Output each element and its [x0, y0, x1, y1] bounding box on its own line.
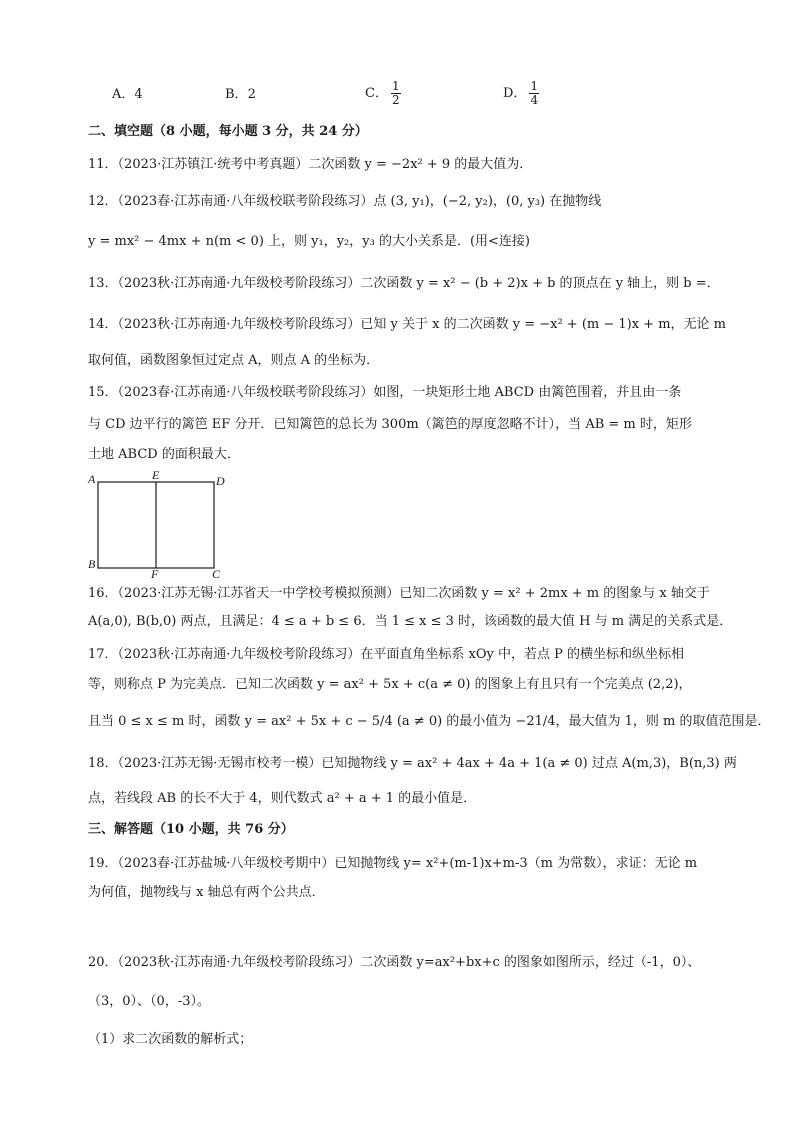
option-c-letter: C．: [365, 86, 388, 101]
option-b-letter: B．: [225, 87, 248, 102]
question-17-line-3: 且当 0 ≤ x ≤ m 时，函数 y = ax² + 5x + c − 5/4 (a ≠ 0) 的最小值为 −21/4，最大值为 1，则 m 的取值范围是．: [88, 714, 771, 729]
question-14-line-2: 取何值，函数图象恒过定点 A，则点 A 的坐标为．: [88, 353, 380, 368]
option-c: [365, 80, 401, 107]
label-a: A: [88, 472, 96, 486]
option-d-denominator: 4: [530, 93, 539, 107]
question-20-line-2: （3，0）、（0，-3）。: [88, 994, 210, 1009]
label-b: B: [88, 557, 96, 571]
label-c: C: [212, 567, 221, 578]
section-heading-fill-in: 二、填空题（8 小题，每小题 3 分，共 24 分）: [88, 124, 368, 139]
question-15-line-3: 土地 ABCD 的面积最大．: [88, 447, 240, 462]
option-d-fraction: [529, 80, 539, 107]
question-16-line-2: A(a,0), B(b,0) 两点，且满足：4 ≤ a + b ≤ 6．当 1 ≤ x ≤ 3 时，该函数的最大值 H 与 m 满足的关系式是．: [88, 614, 733, 629]
option-d-numerator: 1: [530, 79, 539, 93]
question-14-line-1: 14．（2023秋·江苏南通·九年级校考阶段练习）已知 y 关于 x 的二次函数 y = −x² + (m − 1)x + m，无论 m: [88, 317, 726, 332]
question-20-part-1: （1）求二次函数的解析式；: [88, 1032, 253, 1047]
option-a-text: 4: [134, 87, 143, 102]
question-17-line-1: 17．（2023秋·江苏南通·九年级校考阶段练习）在平面直角坐标系 xOy 中，若点 P 的横坐标和纵坐标相: [88, 647, 685, 662]
question-18-line-2: 点，若线段 AB 的长不大于 4，则代数式 a² + a + 1 的最小值是．: [88, 791, 477, 806]
option-c-denominator: 2: [391, 93, 400, 107]
question-16-line-1: 16．（2023·江苏无锡·江苏省天一中学校考模拟预测）已知二次函数 y = x² + 2mx + m 的图象与 x 轴交于: [88, 586, 710, 601]
option-a: [112, 86, 143, 104]
label-f: F: [151, 567, 159, 578]
label-e: E: [152, 470, 160, 482]
option-b-text: 2: [247, 87, 256, 102]
option-d-letter: D．: [503, 86, 527, 101]
question-15-line-2: 与 CD 边平行的篱笆 EF 分开．已知篱笆的总长为 300m（篱笆的厚度忽略不计），当 AB = m 时，矩形: [88, 417, 692, 432]
option-d: [503, 80, 539, 107]
question-12-line-2: y = mx² − 4mx + n(m < 0) 上，则 y₁，y₂，y₃ 的大小关系是．(用<连接): [88, 234, 530, 249]
question-13: 13．（2023秋·江苏南通·九年级校考阶段练习）二次函数 y = x² − (b + 2)x + b 的顶点在 y 轴上，则 b =．: [88, 276, 720, 291]
option-c-fraction: [391, 80, 401, 107]
question-12-line-1: 12．（2023春·江苏南通·八年级校联考阶段练习）点 (3, y₁)，(−2, y₂)，(0, y₃) 在抛物线: [88, 194, 602, 209]
option-b: [225, 86, 256, 104]
question-19-line-1: 19．（2023春·江苏盐城·八年级校考期中）已知抛物线 y= x²+(m-1)x+m-3（m 为常数），求证：无论 m: [88, 856, 698, 871]
question-11: 11．（2023·江苏镇江·统考中考真题）二次函数 y = −2x² + 9 的最大值为．: [88, 157, 533, 172]
question-18-line-1: 18．（2023·江苏无锡·无锡市校考一模）已知抛物线 y = ax² + 4ax + 4a + 1(a ≠ 0) 过点 A(m,3)，B(n,3) 两: [88, 756, 737, 771]
option-c-numerator: 1: [391, 79, 400, 93]
question-19-line-2: 为何值，抛物线与 x 轴总有两个公共点．: [88, 885, 325, 900]
section-heading-solutions: 三、解答题（10 小题，共 76 分）: [88, 822, 294, 837]
question-17-line-2: 等，则称点 P 为完美点．已知二次函数 y = ax² + 5x + c(a ≠ 0) 的图象上有且只有一个完美点 (2,2)，: [88, 677, 692, 692]
rectangle-figure: [85, 470, 235, 578]
question-20-line-1: 20．（2023秋·江苏南通·九年级校考阶段练习）二次函数 y=ax²+bx+c 的图象如图所示，经过（-1，0）、: [88, 955, 701, 970]
question-15-line-1: 15．（2023春·江苏南通·八年级校联考阶段练习）如图，一块矩形土地 ABCD 由篱笆围着，并且由一条: [88, 385, 682, 400]
label-d: D: [216, 474, 225, 488]
option-a-letter: A．: [112, 87, 135, 102]
